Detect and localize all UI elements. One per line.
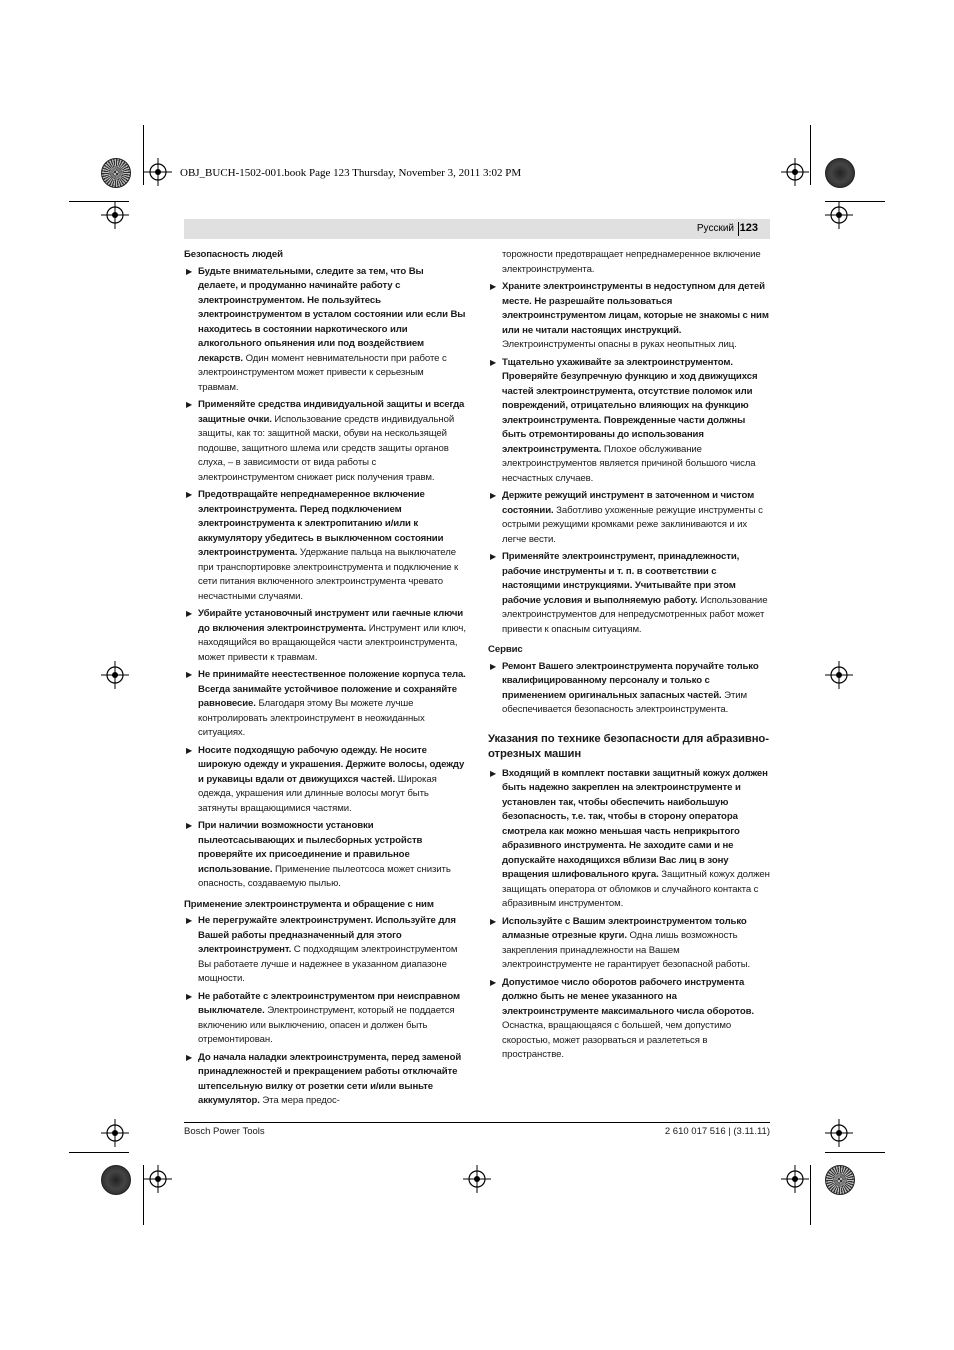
registration-mark-icon: [463, 1165, 491, 1193]
item-text: С подходящим электроинструментом Вы работаете лучше и надежнее в указанном диапазоне мощности.: [198, 944, 458, 984]
page-number: 123: [739, 222, 758, 234]
footer-brand: Bosch Power Tools: [184, 1126, 265, 1137]
registration-mark-icon: [781, 158, 809, 186]
triangle-bullet-icon: ▶: [186, 266, 193, 276]
color-bar-disc: [101, 158, 131, 188]
item-bold: Не принимайте неестественное положение корпуса тела. Всегда занимайте устойчивое положение и сохраняйте равновесие.: [198, 669, 466, 709]
list-item: [488, 489, 770, 547]
header-language: Русский: [696, 223, 734, 234]
list-item: [488, 660, 770, 718]
item-bold: Носите подходящую рабочую одежду. Не носите широкую одежду и украшения. Держите волосы, одежду и рукавицы вдали от движущихся частей.: [198, 744, 465, 785]
color-bar-disc: [825, 158, 855, 188]
triangle-bullet-icon: ▶: [490, 282, 497, 291]
list-item: [184, 488, 466, 604]
triangle-bullet-icon: ▶: [186, 745, 193, 755]
triangle-bullet-icon: ▶: [186, 1052, 193, 1062]
item-bold: Применяйте электроинструмент, принадлежности, рабочие инструменты и т. п. в соответствии с настоящими инструкциями. Учитывайте при этом рабочие условия и выполняемую работу.: [502, 551, 740, 606]
triangle-bullet-icon: ▶: [186, 490, 193, 499]
item-bold: До начала наладки электроинструмента, перед заменой принадлежностей и прекращением работы отключайте штепсельную вилку от розетки сети и/или выньте аккумулятор.: [198, 1051, 462, 1106]
crop-line: [69, 201, 129, 202]
registration-mark-icon: [101, 201, 129, 229]
left-column: [184, 248, 466, 1112]
registration-mark-icon: [781, 1165, 809, 1193]
registration-mark-icon: [101, 661, 129, 689]
registration-mark-icon: [101, 1119, 129, 1147]
list-item: [184, 607, 466, 665]
list-item: [488, 550, 770, 637]
item-bold: Будьте внимательными, следите за тем, что Вы делаете, и продуманно начинайте работу с электроинструментом. Не пользуйтесь электроинструментом в усталом состоянии или если Вы находитесь в состоянии наркотического или алкогольного опьянения или под воздействием лекарств.: [198, 265, 466, 364]
crop-line: [810, 125, 811, 185]
item-text: Инструмент или ключ, находящийся во вращающейся части электроинструмента, может привести к травмам.: [198, 622, 466, 663]
list-item: [184, 1051, 466, 1109]
triangle-bullet-icon: ▶: [186, 609, 193, 618]
list-item: [488, 280, 770, 353]
continued-text: [488, 248, 770, 277]
list-item: [184, 265, 466, 396]
item-bold: Убирайте установочный инструмент или гаечные ключи до включения электроинструмента.: [198, 608, 464, 634]
triangle-bullet-icon: ▶: [490, 357, 497, 367]
crop-line: [825, 1152, 885, 1153]
item-text: торожности предотвращает непреднамеренное включение электроинструмента.: [502, 249, 761, 275]
section-title: Сервис: [488, 644, 523, 655]
list-item: [184, 398, 466, 485]
section-title: Применение электроинструмента и обращение с ним: [184, 898, 434, 910]
item-bold: При наличии возможности установки пылеотсасывающих и пылесборных устройств проверяйте их присоединение и правильное использование.: [198, 820, 423, 875]
triangle-bullet-icon: ▶: [186, 400, 193, 409]
triangle-bullet-icon: ▶: [490, 916, 497, 926]
list-item: [184, 914, 466, 987]
triangle-bullet-icon: ▶: [186, 821, 193, 830]
registration-mark-icon: [825, 661, 853, 689]
item-bold: Не работайте с электроинструментом при неисправном выключателе.: [198, 990, 460, 1016]
item-text: Электроинструменты опасны в руках неопытных лиц.: [502, 339, 737, 350]
crop-line: [825, 201, 885, 202]
list-item: [488, 767, 770, 912]
color-bar-disc: [101, 1165, 131, 1195]
item-bold: Предотвращайте непреднамеренное включение электроинструмента. Перед подключением электроинструмента к электропитанию и/или к аккумулятору убедитесь в выключенном состоянии электроинструмента.: [198, 489, 444, 558]
item-bold: Используйте с Вашим электроинструментом только алмазные отрезные круги.: [502, 915, 747, 941]
registration-mark-icon: [144, 1165, 172, 1193]
triangle-bullet-icon: ▶: [186, 991, 193, 1001]
crop-line: [143, 125, 144, 185]
triangle-bullet-icon: ▶: [490, 661, 497, 671]
triangle-bullet-icon: ▶: [490, 768, 497, 778]
crop-line: [143, 1165, 144, 1225]
item-bold: Входящий в комплект поставки защитный кожух должен быть надежно закреплен на электроинструменте и установлен так, чтобы обеспечить наибольшую безопасность, т.е. так, чтобы в сторону оператора смотрела как можно меньшая часть неприкрытого абразивного инструмента. Не заходите сами и не допускайте находящихся вблизи Вас лиц в зону вращения шлифовального круга.: [502, 767, 768, 880]
item-bold: Допустимое число оборотов рабочего инструмента должно быть не менее указанного на электроинструменте максимального числа оборотов.: [502, 976, 754, 1017]
item-text: Использование электроинструментов для непредусмотренных работ может привести к опасным ситуациям.: [502, 594, 768, 635]
item-bold: Храните электроинструменты в недоступном для детей месте. Не разрешайте пользоваться электроинструментом лицам, которые не знакомы с ним или не читали настоящих инструкций.: [502, 281, 769, 336]
triangle-bullet-icon: ▶: [490, 552, 497, 561]
file-header: OBJ_BUCH-1502-001.book Page 123 Thursday, November 3, 2011 3:02 PM: [180, 167, 522, 179]
item-bold: Применяйте средства индивидуальной защиты и всегда защитные очки.: [198, 399, 465, 425]
item-text: Защитный кожух должен защищать оператора от обломков и случайного контакта с абразивным инструментом.: [502, 869, 770, 909]
item-bold: Тщательно ухаживайте за электроинструментом. Проверяйте безупречную функцию и ход движущихся частей электроинструмента, отсутствие поломок или повреждений, отрицательно влияющих на функцию электроинструмента. Поврежденные части должны быть отремонтированы до использования электроинструмента.: [502, 356, 758, 455]
item-bold: Держите режущий инструмент в заточенном и чистом состоянии.: [502, 490, 755, 516]
list-item: [184, 990, 466, 1048]
chapter-title: Указания по технике безопасности для абразивно-отрезных машин: [488, 732, 769, 760]
item-text: Этим обеспечивается безопасность электроинструмента.: [502, 689, 747, 715]
list-item: [488, 976, 770, 1063]
list-item: [184, 819, 466, 892]
list-item: [488, 915, 770, 973]
right-column: [488, 248, 770, 1066]
item-text: Плохое обслуживание электроинструментов является причиной большого числа несчастных случаев.: [502, 443, 756, 484]
item-text: Использование средств индивидуальной защиты, как то: защитной маски, обуви на нескользящей подошве, защитного шлема или средств защиты органов слуха, – в зависимости от вида работы с электроинструментом снижает риск получения травм.: [198, 413, 455, 483]
item-bold: Не перегружайте электроинструмент. Используйте для Вашей работы предназначенный для этого электроинструмент.: [198, 915, 456, 955]
triangle-bullet-icon: ▶: [186, 916, 193, 925]
triangle-bullet-icon: ▶: [490, 491, 497, 500]
list-item: [488, 356, 770, 487]
registration-mark-icon: [825, 201, 853, 229]
crop-line: [69, 1152, 129, 1153]
registration-mark-icon: [144, 158, 172, 186]
item-text: Широкая одежда, украшения или длинные волосы могут быть затянуты вращающимися частями.: [198, 773, 437, 814]
list-item: [184, 744, 466, 817]
page-header-bar: [184, 219, 770, 239]
footer-divider: [184, 1122, 770, 1123]
item-text: Электроинструмент, который не поддается включению или выключению, опасен и должен быть отремонтирован.: [198, 1005, 455, 1045]
item-text: Одна лишь возможность закрепления принадлежности на Вашем электроинструменте не гарантирует безопасной работы.: [502, 930, 751, 970]
section-title: Безопасность людей: [184, 249, 283, 260]
color-bar-disc: [825, 1165, 855, 1195]
triangle-bullet-icon: ▶: [490, 977, 497, 987]
item-text: Оснастка, вращающаяся с большей, чем допустимо скоростью, может разорваться и разлететься в пространстве.: [502, 1020, 732, 1060]
footer-doc-number: 2 610 017 516 | (3.11.11): [664, 1126, 770, 1137]
list-item: [184, 668, 466, 741]
registration-mark-icon: [825, 1119, 853, 1147]
item-bold: Ремонт Вашего электроинструмента поручайте только квалифицированному персоналу и только с применением оригинальных запасных частей.: [502, 660, 759, 701]
item-text: Заботливо ухоженные режущие инструменты с острыми режущими кромками реже заклиниваются и их легче вести.: [502, 504, 763, 545]
item-text: Применение пылеотсоса может снизить опасность, создаваемую пылью.: [198, 863, 451, 889]
item-text: Один момент невнимательности при работе с электроинструментом может привести к серьезным травмам.: [198, 352, 447, 393]
triangle-bullet-icon: ▶: [186, 670, 193, 679]
item-text: Удержание пальца на выключателе при транспортировке электроинструмента и подключение к сети питания включенного электроинструмента чревато несчастными случаями.: [198, 547, 459, 602]
crop-line: [810, 1165, 811, 1225]
item-text: Благодаря этому Вы можете лучше контролировать электроинструмент в неожиданных ситуациях.: [198, 698, 425, 738]
item-text: Эта мера предос-: [259, 1095, 340, 1106]
